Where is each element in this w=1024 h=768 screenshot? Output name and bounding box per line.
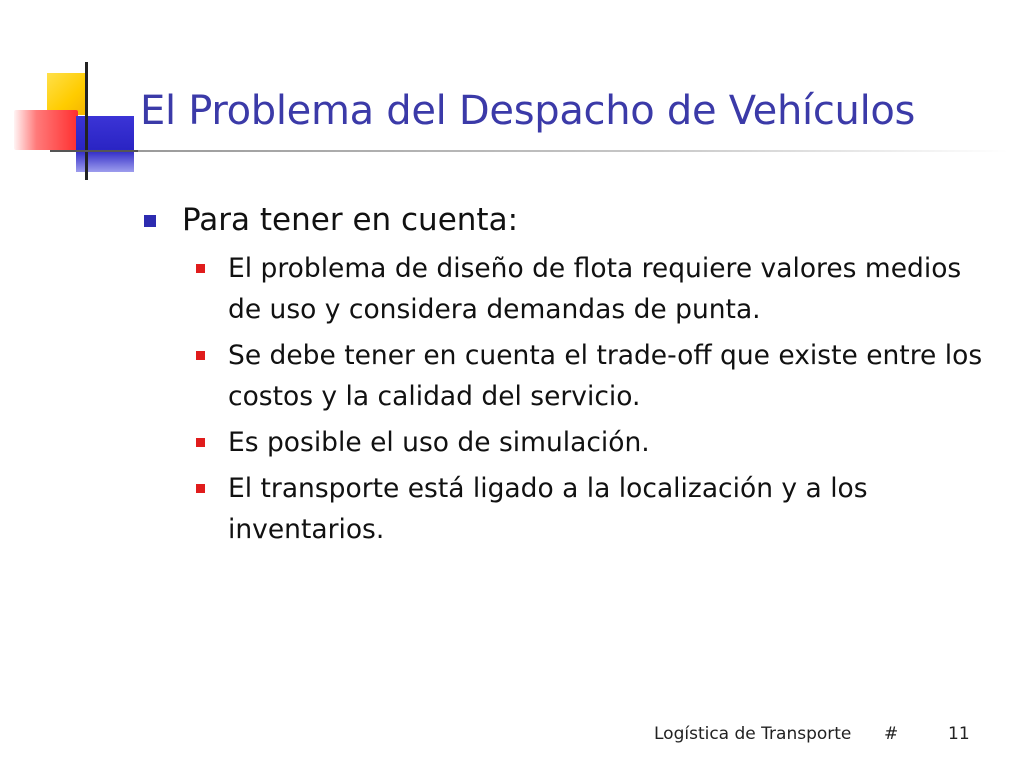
subbullet-item — [194, 248, 990, 330]
logo-yellow-square — [47, 73, 87, 115]
decorative-logo-icon — [0, 0, 140, 190]
footer-hash: # — [884, 724, 899, 744]
subbullet-item — [194, 335, 990, 417]
square-bullet-icon — [196, 438, 205, 447]
subbullet-text: El problema de diseño de flota requiere valores medios de uso y considera demandas de punta. — [228, 253, 962, 325]
footer-title: Logística de Transporte — [654, 724, 852, 744]
logo-vertical-line — [85, 62, 88, 180]
subbullet-text: El transporte está ligado a la localización y a los inventarios. — [228, 473, 868, 545]
bullet-level1 — [140, 200, 990, 240]
square-bullet-icon — [144, 215, 156, 227]
footer-page-number: 11 — [948, 724, 970, 744]
subbullet-text: Es posible el uso de simulación. — [228, 427, 650, 458]
square-bullet-icon — [196, 264, 205, 273]
square-bullet-icon — [196, 484, 205, 493]
slide-title: El Problema del Despacho de Vehículos — [140, 88, 916, 134]
subbullet-list — [194, 248, 990, 550]
title-divider — [138, 150, 1008, 152]
slide-content — [140, 200, 990, 555]
square-bullet-icon — [196, 351, 205, 360]
subbullet-item — [194, 422, 990, 463]
bullet-level1-text: Para tener en cuenta: — [182, 202, 519, 238]
subbullet-item — [194, 468, 990, 550]
logo-horizontal-line — [50, 150, 138, 152]
logo-red-square — [14, 110, 78, 150]
subbullet-text: Se debe tener en cuenta el trade-off que existe entre los costos y la calidad del servicio. — [228, 340, 983, 412]
